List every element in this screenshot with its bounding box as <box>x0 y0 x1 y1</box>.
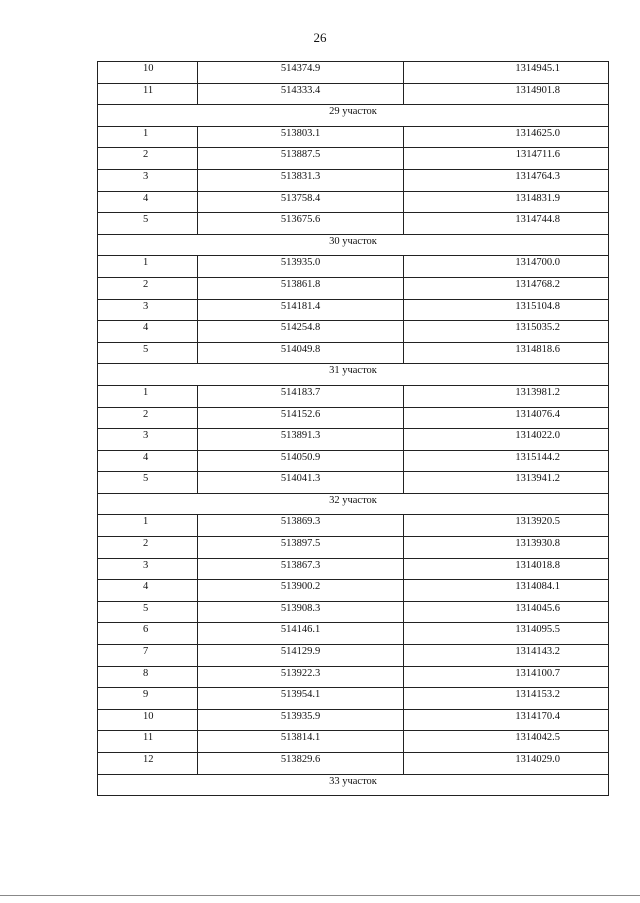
section-label: 30 участок <box>98 234 609 256</box>
y-coordinate-cell: 1314901.8 <box>404 83 609 105</box>
point-number-cell: 5 <box>98 342 198 364</box>
x-coordinate-cell: 514129.9 <box>198 645 404 667</box>
table-row <box>98 299 609 321</box>
x-coordinate-cell: 513908.3 <box>198 601 404 623</box>
point-number-cell: 3 <box>98 429 198 451</box>
point-number-cell: 9 <box>98 688 198 710</box>
coordinates-table-body <box>98 62 609 796</box>
section-label: 33 участок <box>98 774 609 796</box>
table-row <box>98 450 609 472</box>
x-coordinate-cell: 513803.1 <box>198 126 404 148</box>
point-number-cell: 2 <box>98 407 198 429</box>
x-coordinate-cell: 514374.9 <box>198 62 404 84</box>
y-coordinate-cell: 1314153.2 <box>404 688 609 710</box>
y-coordinate-cell: 1314084.1 <box>404 580 609 602</box>
x-coordinate-cell: 513935.0 <box>198 256 404 278</box>
y-coordinate-cell: 1313941.2 <box>404 472 609 494</box>
x-coordinate-cell: 514050.9 <box>198 450 404 472</box>
point-number-cell: 3 <box>98 299 198 321</box>
bottom-rule <box>0 895 640 896</box>
table-row <box>98 62 609 84</box>
table-row <box>98 213 609 235</box>
table-row <box>98 731 609 753</box>
x-coordinate-cell: 514254.8 <box>198 321 404 343</box>
y-coordinate-cell: 1314625.0 <box>404 126 609 148</box>
x-coordinate-cell: 513897.5 <box>198 537 404 559</box>
x-coordinate-cell: 513922.3 <box>198 666 404 688</box>
x-coordinate-cell: 513829.6 <box>198 753 404 775</box>
y-coordinate-cell: 1314711.6 <box>404 148 609 170</box>
table-row <box>98 666 609 688</box>
y-coordinate-cell: 1314768.2 <box>404 277 609 299</box>
y-coordinate-cell: 1314143.2 <box>404 645 609 667</box>
table-row <box>98 688 609 710</box>
table-row <box>98 580 609 602</box>
x-coordinate-cell: 514152.6 <box>198 407 404 429</box>
x-coordinate-cell: 514181.4 <box>198 299 404 321</box>
x-coordinate-cell: 513891.3 <box>198 429 404 451</box>
y-coordinate-cell: 1314022.0 <box>404 429 609 451</box>
table-row <box>98 601 609 623</box>
x-coordinate-cell: 513935.9 <box>198 709 404 731</box>
point-number-cell: 10 <box>98 709 198 731</box>
x-coordinate-cell: 513869.3 <box>198 515 404 537</box>
point-number-cell: 4 <box>98 580 198 602</box>
y-coordinate-cell: 1313981.2 <box>404 385 609 407</box>
point-number-cell: 5 <box>98 472 198 494</box>
x-coordinate-cell: 514333.4 <box>198 83 404 105</box>
point-number-cell: 8 <box>98 666 198 688</box>
table-row <box>98 277 609 299</box>
y-coordinate-cell: 1314100.7 <box>404 666 609 688</box>
section-header-row <box>98 234 609 256</box>
x-coordinate-cell: 513861.8 <box>198 277 404 299</box>
point-number-cell: 1 <box>98 385 198 407</box>
point-number-cell: 3 <box>98 169 198 191</box>
point-number-cell: 4 <box>98 450 198 472</box>
y-coordinate-cell: 1314076.4 <box>404 407 609 429</box>
point-number-cell: 4 <box>98 191 198 213</box>
point-number-cell: 2 <box>98 148 198 170</box>
x-coordinate-cell: 513954.1 <box>198 688 404 710</box>
section-header-row <box>98 364 609 386</box>
point-number-cell: 2 <box>98 537 198 559</box>
table-row <box>98 83 609 105</box>
y-coordinate-cell: 1315144.2 <box>404 450 609 472</box>
y-coordinate-cell: 1315035.2 <box>404 321 609 343</box>
y-coordinate-cell: 1313920.5 <box>404 515 609 537</box>
x-coordinate-cell: 514146.1 <box>198 623 404 645</box>
table-row <box>98 169 609 191</box>
y-coordinate-cell: 1314700.0 <box>404 256 609 278</box>
x-coordinate-cell: 514183.7 <box>198 385 404 407</box>
y-coordinate-cell: 1314170.4 <box>404 709 609 731</box>
y-coordinate-cell: 1314018.8 <box>404 558 609 580</box>
x-coordinate-cell: 513758.4 <box>198 191 404 213</box>
table-row <box>98 385 609 407</box>
y-coordinate-cell: 1315104.8 <box>404 299 609 321</box>
y-coordinate-cell: 1313930.8 <box>404 537 609 559</box>
table-row <box>98 472 609 494</box>
table-row <box>98 148 609 170</box>
table-row <box>98 753 609 775</box>
point-number-cell: 1 <box>98 515 198 537</box>
y-coordinate-cell: 1314095.5 <box>404 623 609 645</box>
x-coordinate-cell: 513675.6 <box>198 213 404 235</box>
section-header-row <box>98 105 609 127</box>
point-number-cell: 12 <box>98 753 198 775</box>
x-coordinate-cell: 513900.2 <box>198 580 404 602</box>
table-row <box>98 537 609 559</box>
section-header-row <box>98 493 609 515</box>
x-coordinate-cell: 513831.3 <box>198 169 404 191</box>
y-coordinate-cell: 1314744.8 <box>404 213 609 235</box>
point-number-cell: 6 <box>98 623 198 645</box>
page-number: 26 <box>313 30 327 45</box>
table-row <box>98 623 609 645</box>
point-number-cell: 11 <box>98 731 198 753</box>
point-number-cell: 4 <box>98 321 198 343</box>
x-coordinate-cell: 513814.1 <box>198 731 404 753</box>
y-coordinate-cell: 1314029.0 <box>404 753 609 775</box>
table-row <box>98 191 609 213</box>
point-number-cell: 1 <box>98 126 198 148</box>
y-coordinate-cell: 1314831.9 <box>404 191 609 213</box>
section-label: 29 участок <box>98 105 609 127</box>
point-number-cell: 10 <box>98 62 198 84</box>
table-row <box>98 342 609 364</box>
x-coordinate-cell: 514049.8 <box>198 342 404 364</box>
y-coordinate-cell: 1314818.6 <box>404 342 609 364</box>
x-coordinate-cell: 514041.3 <box>198 472 404 494</box>
point-number-cell: 5 <box>98 213 198 235</box>
x-coordinate-cell: 513867.3 <box>198 558 404 580</box>
point-number-cell: 11 <box>98 83 198 105</box>
table-row <box>98 407 609 429</box>
table-row <box>98 645 609 667</box>
point-number-cell: 1 <box>98 256 198 278</box>
table-row <box>98 515 609 537</box>
section-label: 32 участок <box>98 493 609 515</box>
table-row <box>98 429 609 451</box>
point-number-cell: 2 <box>98 277 198 299</box>
table-row <box>98 558 609 580</box>
table-row <box>98 126 609 148</box>
y-coordinate-cell: 1314764.3 <box>404 169 609 191</box>
x-coordinate-cell: 513887.5 <box>198 148 404 170</box>
coordinates-table <box>97 61 609 796</box>
table-row <box>98 256 609 278</box>
y-coordinate-cell: 1314045.6 <box>404 601 609 623</box>
section-header-row <box>98 774 609 796</box>
point-number-cell: 5 <box>98 601 198 623</box>
table-row <box>98 709 609 731</box>
point-number-cell: 3 <box>98 558 198 580</box>
point-number-cell: 7 <box>98 645 198 667</box>
y-coordinate-cell: 1314945.1 <box>404 62 609 84</box>
section-label: 31 участок <box>98 364 609 386</box>
table-row <box>98 321 609 343</box>
y-coordinate-cell: 1314042.5 <box>404 731 609 753</box>
